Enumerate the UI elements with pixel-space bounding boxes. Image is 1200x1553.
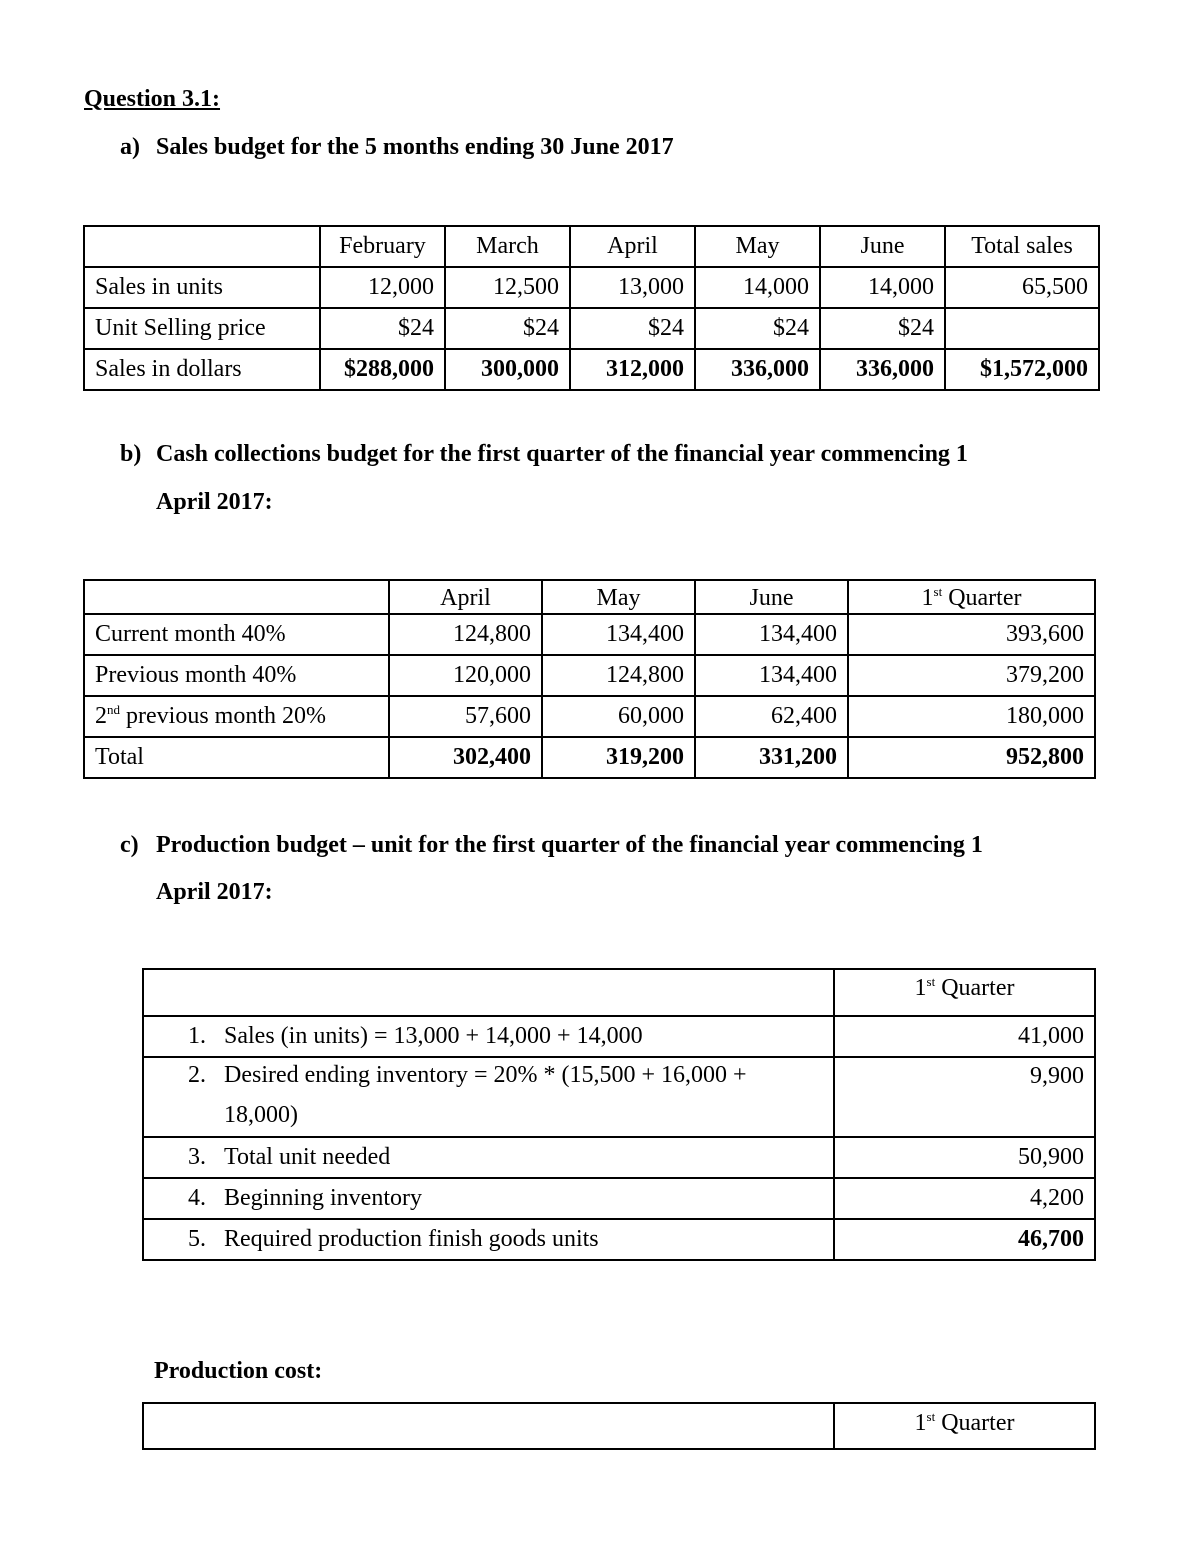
table-cell: 60,000 <box>542 696 695 737</box>
table-cell: 41,000 <box>834 1016 1095 1057</box>
table-row <box>143 1219 1095 1260</box>
table-cell: $24 <box>695 308 820 349</box>
table-row <box>84 655 1095 696</box>
section-b-label: b) <box>120 441 142 467</box>
section-b-title-line2: April 2017: <box>156 489 273 515</box>
table-row <box>84 737 1095 778</box>
row-label: 5. Required production finish goods units <box>143 1219 834 1260</box>
table-cell: $1,572,000 <box>945 349 1099 390</box>
header-cell: June <box>695 580 848 614</box>
section-c-title-line2: April 2017: <box>156 879 273 905</box>
header-cell: April <box>389 580 542 614</box>
table-cell: 379,200 <box>848 655 1095 696</box>
row-label: 2nd previous month 20% <box>84 696 389 737</box>
row-label: Sales in units <box>84 267 320 308</box>
table-cell: 319,200 <box>542 737 695 778</box>
table-cell: 331,200 <box>695 737 848 778</box>
row-label: Unit Selling price <box>84 308 320 349</box>
table-cell: 134,400 <box>695 614 848 655</box>
table-cell: $24 <box>445 308 570 349</box>
sales-budget-table <box>83 225 1100 391</box>
row-label: Total <box>84 737 389 778</box>
header-cell <box>84 226 320 267</box>
table-cell: 14,000 <box>820 267 945 308</box>
table-row <box>84 308 1099 349</box>
table-row <box>84 267 1099 308</box>
header-cell-quarter: 1st Quarter <box>848 580 1095 614</box>
row-label: Previous month 40% <box>84 655 389 696</box>
row-label: 2. Desired ending inventory = 20% * (15,500 + 16,000 + 18,000) <box>143 1057 834 1137</box>
table-cell: 393,600 <box>848 614 1095 655</box>
question-title: Question 3.1: <box>84 86 221 112</box>
production-cost-table <box>142 1402 1096 1450</box>
table-cell: 336,000 <box>695 349 820 390</box>
table-cell: 4,200 <box>834 1178 1095 1219</box>
header-cell-quarter: 1st Quarter <box>834 1403 1095 1449</box>
table-cell: 57,600 <box>389 696 542 737</box>
table-cell: 14,000 <box>695 267 820 308</box>
row-label: 4. Beginning inventory <box>143 1178 834 1219</box>
table-cell: 134,400 <box>695 655 848 696</box>
table-cell: 134,400 <box>542 614 695 655</box>
table-header-row <box>143 1403 1095 1449</box>
table-row <box>84 696 1095 737</box>
table-cell: 124,800 <box>542 655 695 696</box>
table-row <box>143 1057 1095 1137</box>
table-cell: 300,000 <box>445 349 570 390</box>
section-c-heading <box>120 832 1120 912</box>
table-row <box>143 1178 1095 1219</box>
table-cell: 9,900 <box>834 1057 1095 1137</box>
production-budget-table <box>142 968 1096 1261</box>
section-a-title: Sales budget for the 5 months ending 30 June 2017 <box>156 134 674 160</box>
table-cell: 312,000 <box>570 349 695 390</box>
section-a-heading <box>120 134 1120 164</box>
row-label: 3. Total unit needed <box>143 1137 834 1178</box>
header-cell-quarter: 1st Quarter <box>834 969 1095 1016</box>
table-cell: 952,800 <box>848 737 1095 778</box>
header-cell <box>143 1403 834 1449</box>
table-cell <box>945 308 1099 349</box>
table-cell: 46,700 <box>834 1219 1095 1260</box>
row-label: 1. Sales (in units) = 13,000 + 14,000 + 14,000 <box>143 1016 834 1057</box>
table-row <box>84 349 1099 390</box>
table-cell: 50,900 <box>834 1137 1095 1178</box>
header-cell: March <box>445 226 570 267</box>
header-cell: June <box>820 226 945 267</box>
section-c-title-line1: Production budget – unit for the first quarter of the financial year commencing 1 <box>156 832 983 858</box>
header-cell <box>143 969 834 1016</box>
table-cell: $24 <box>570 308 695 349</box>
section-a-label: a) <box>120 134 140 160</box>
table-cell: 13,000 <box>570 267 695 308</box>
table-cell: 302,400 <box>389 737 542 778</box>
table-cell: 12,000 <box>320 267 445 308</box>
section-b-title-line1: Cash collections budget for the first quarter of the financial year commencing 1 <box>156 441 968 467</box>
table-cell: $24 <box>320 308 445 349</box>
table-cell: 12,500 <box>445 267 570 308</box>
header-cell: April <box>570 226 695 267</box>
section-c-label: c) <box>120 832 139 858</box>
table-cell: $288,000 <box>320 349 445 390</box>
header-cell: May <box>542 580 695 614</box>
row-label: Sales in dollars <box>84 349 320 390</box>
header-cell: May <box>695 226 820 267</box>
table-cell: 62,400 <box>695 696 848 737</box>
header-cell <box>84 580 389 614</box>
header-cell: Total sales <box>945 226 1099 267</box>
table-header-row <box>84 226 1099 267</box>
table-row <box>84 614 1095 655</box>
row-label: Current month 40% <box>84 614 389 655</box>
table-cell: $24 <box>820 308 945 349</box>
table-cell: 124,800 <box>389 614 542 655</box>
table-cell: 120,000 <box>389 655 542 696</box>
table-header-row <box>84 580 1095 614</box>
table-cell: 65,500 <box>945 267 1099 308</box>
production-cost-title: Production cost: <box>154 1358 323 1384</box>
table-row <box>143 1137 1095 1178</box>
section-b-heading <box>120 441 1120 521</box>
cash-collections-table <box>83 579 1096 779</box>
table-row <box>143 1016 1095 1057</box>
table-cell: 180,000 <box>848 696 1095 737</box>
table-cell: 336,000 <box>820 349 945 390</box>
header-cell: February <box>320 226 445 267</box>
table-header-row <box>143 969 1095 1016</box>
